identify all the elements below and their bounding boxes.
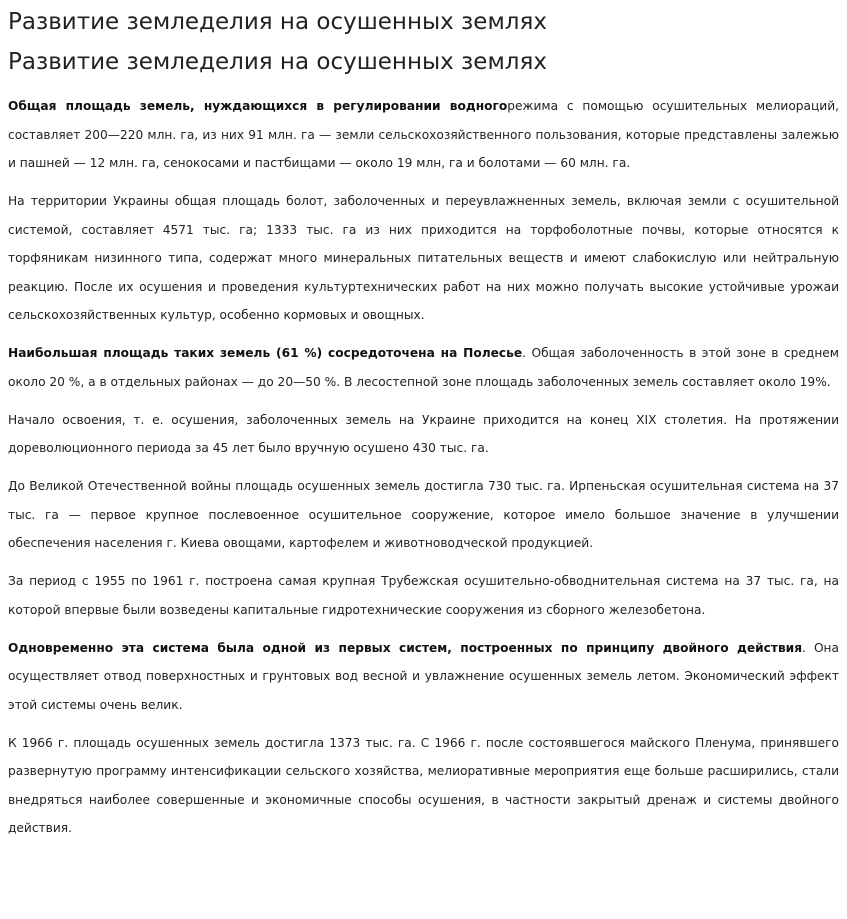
paragraph-8: К 1966 г. площадь осушенных земель достигла 1373 тыс. га. С 1966 г. после состоявшегося майского Пленума, принявшего развернутую программу интенсификации сельского хозяйства, мелиоративные мероприятия еще больше расширились, стали внедряться наиболее совершенные и экономичные способы осушения, в частности закрытый дренаж и системы двойного действия. [8, 735, 839, 835]
paragraph-1-bold: Общая площадь земель, нуждающихся в регулировании водного [8, 99, 508, 113]
article-title-repeat: Развитие земледелия на осушенных землях [8, 49, 547, 75]
paragraph-3 [8, 339, 839, 396]
paragraph-1-text: режима с помощью осушительных мелиораций, составляет 200—220 млн. га, из них 91 млн. га — земли сельскохозяйственного пользования, которые представлены залежью и пашней — 12 млн. га, сенокосами и пастбищами — около 19 млн, га и болотами — 60 млн. га. [8, 99, 839, 170]
paragraph-3-bold: Наибольшая площадь таких земель (61 %) сосредоточена на Полесье [8, 346, 523, 360]
paragraph-7-text: . Она осуществляет отвод поверхностных и грунтовых вод весной и увлажнение осушенных земель летом. Экономический эффект этой системы очень велик. [8, 640, 839, 712]
paragraph-2: На территории Украины общая площадь болот, заболоченных и переувлажненных земель, включая земли с осушительной системой, составляет 4571 тыс. га; 1333 тыс. га из них приходится на торфоболотные почвы, которые относятся к торфяникам низинного типа, содержат много минеральных питательных веществ и имеют слабокислую или нейтральную реакцию. После их осушения и проведения культуртехнических работ на них можно получать высокие устойчивые урожаи сельскохозяйственных культур, особенно кормовых и овощных. [8, 194, 839, 322]
paragraph-5: До Великой Отечественной войны площадь осушенных земель достигла 730 тыс. га. Ирпеньская осушительная система на 37 тыс. га — первое крупное послевоенное осушительное сооружение, которое имело большое значение в улучшении обеспечения населения г. Киева овощами, картофелем и животноводческой продукцией. [8, 479, 839, 550]
article-title: Развитие земледелия на осушенных землях [8, 9, 547, 35]
paragraph-7 [8, 634, 839, 720]
paragraph-4: Начало освоения, т. е. осушения, заболоченных земель на Украине приходится на конец XIX столетия. На протяжении дореволюционного периода за 45 лет было вручную осушено 430 тыс. га. [8, 412, 839, 455]
paragraph-1 [8, 92, 839, 178]
paragraph-3-text: . Общая заболоченность в этой зоне в среднем около 20 %, а в отдельных районах — до 20—50 %. В лесостепной зоне площадь заболоченных земель составляет около 19%. [8, 346, 839, 389]
paragraph-7-bold: Одновременно эта система была одной из первых систем, построенных по принципу двойного действия [8, 640, 803, 655]
paragraph-6: За период с 1955 по 1961 г. построена самая крупная Трубежская осушительно-обводнительная система на 37 тыс. га, на которой впервые были возведены капитальные гидротехнические сооружения из сборного железобетона. [8, 574, 839, 617]
